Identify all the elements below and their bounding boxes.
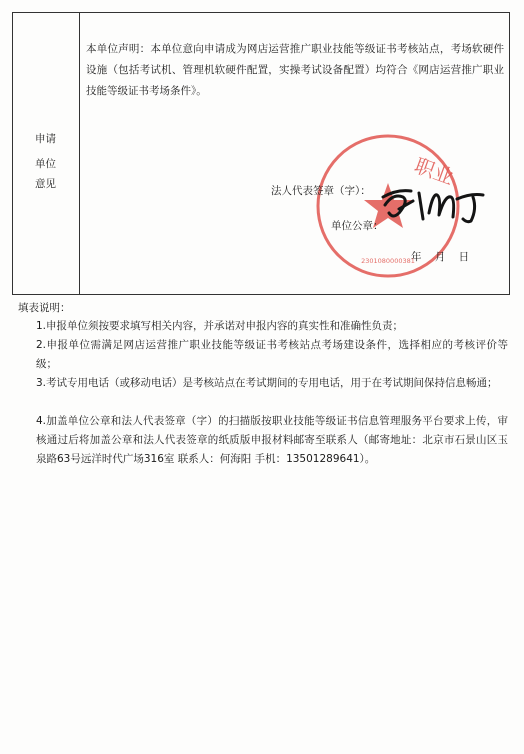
instruction-item-3: 3.考试专用电话（或移动电话）是考核站点在考试期间的专用电话，用于在考试期间保持信息畅通； xyxy=(36,377,498,389)
instruction-item-2: 2.申报单位需满足网店运营推广职业技能等级证书考核站点考场建设条件，选择相应的考核评价等级； xyxy=(36,339,508,370)
label-line-3: 意见 xyxy=(35,178,56,190)
label-column xyxy=(13,13,79,294)
label-line-2: 单位 xyxy=(35,158,56,170)
instruction-item-1: 1.申报单位须按要求填写相关内容，并承诺对申报内容的真实性和准确性负责； xyxy=(36,320,404,332)
date-line: 年 月 日 xyxy=(411,251,470,263)
label-line-1: 申请 xyxy=(35,133,56,145)
seal-text: 职业 xyxy=(411,153,458,190)
column-divider xyxy=(79,13,80,294)
unit-statement: 本单位声明：本单位意向申请成为网店运营推广职业技能等级证书考核站点，考场软硬件设施（包括考试机、管理机软硬件配置，实操考试设备配置）均符合《网店运营推广职业技能等级证书考场条件》。 xyxy=(86,43,504,97)
instruction-item-4: 4.加盖单位公章和法人代表签章（字）的扫描版按职业技能等级证书信息管理服务平台要求上传，审核通过后将加盖公章和法人代表签章的纸质版申报材料邮寄至联系人（邮寄地址：北京市石景山区玉泉路63号远洋时代广场316室 联系人：何海阳 手机：13501289641）。 xyxy=(36,415,508,465)
instructions-title: 填表说明： xyxy=(18,302,71,314)
seal-number: 2301080000381 xyxy=(361,257,415,265)
seal-label: 单位公章： xyxy=(331,220,384,232)
application-opinion-table xyxy=(12,12,510,295)
handwritten-signature xyxy=(379,183,489,225)
signature-label: 法人代表签章（字）： xyxy=(271,185,371,197)
